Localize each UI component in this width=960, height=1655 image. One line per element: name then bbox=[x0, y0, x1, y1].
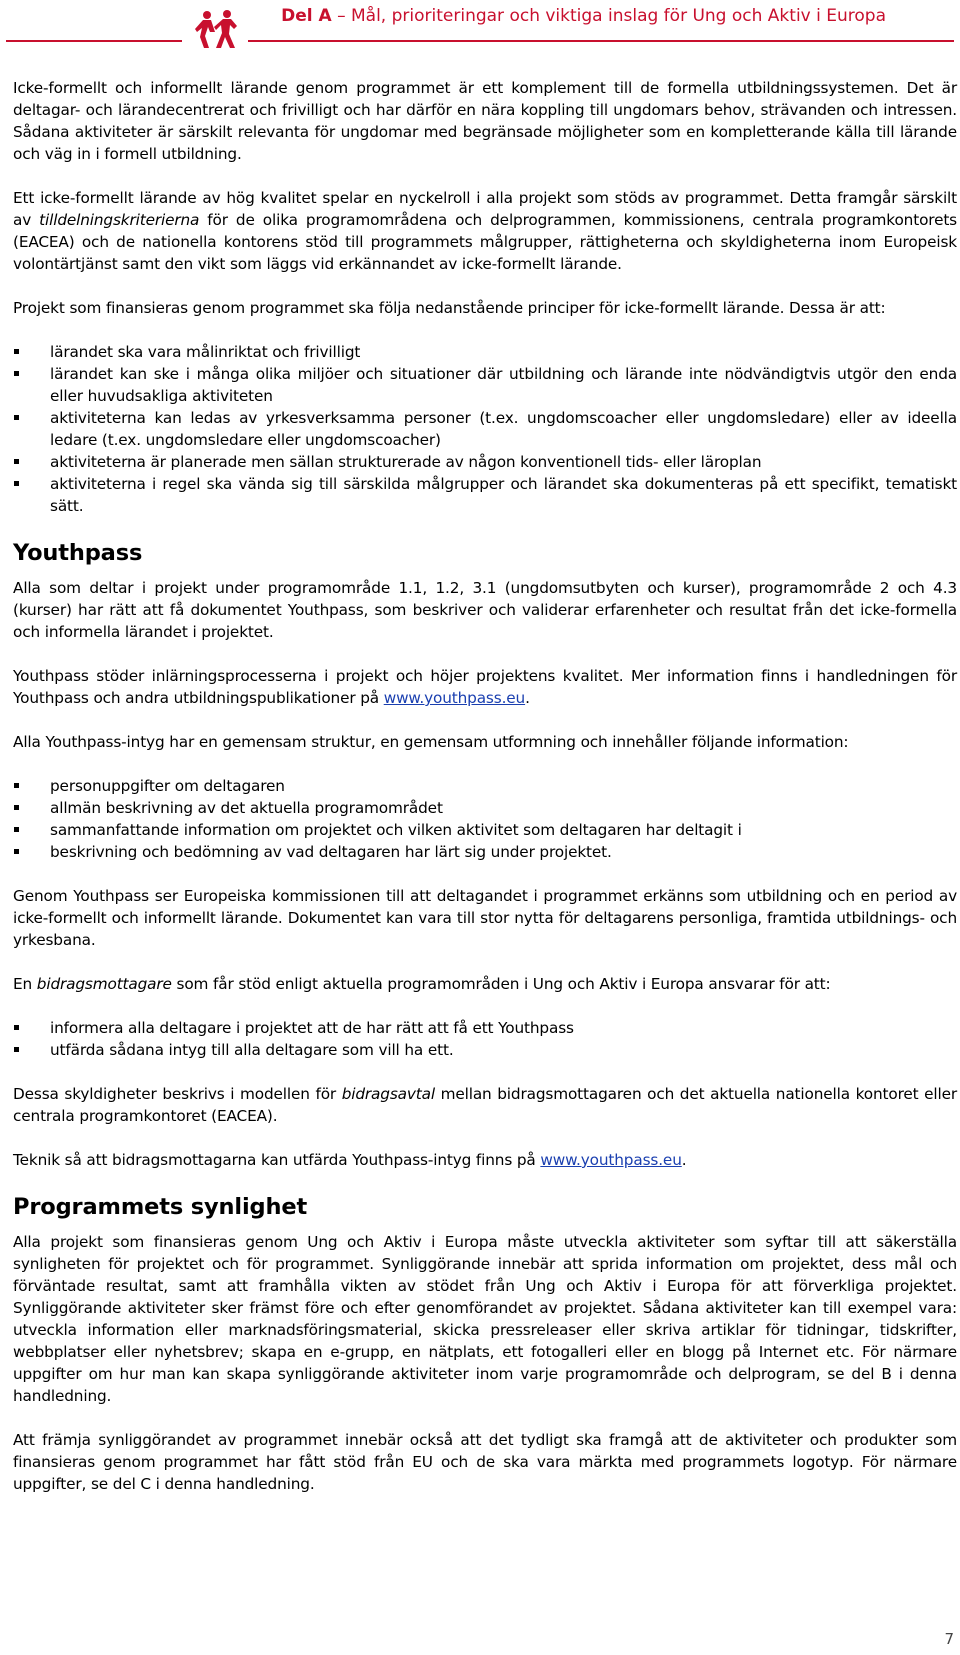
youthpass-p2-text-a: Youthpass stöder inlärningsprocesserna i projekt och höjer projektens kvalitet. Mer information finns i handledningen för Youthpass och andra utbildningspublikationer på bbox=[13, 667, 957, 707]
youthpass-p7-text-b: . bbox=[681, 1151, 687, 1169]
youthpass-paragraph-4: Genom Youthpass ser Europeiska kommissionen till att deltagandet i programmet erkänns som utbildning och en period av icke-formellt och informellt lärande. Dokumentet kan vara till stor nytta för deltagarens personliga, framtida utbildnings- och yrkesbana. bbox=[13, 887, 957, 949]
list-item: lärandet ska vara målinriktat och frivilligt bbox=[13, 341, 957, 363]
list-item: lärandet kan ske i många olika miljöer och situationer där utbildning och lärande inte nödvändigtvis utgör den enda eller huvudsakliga aktiviteten bbox=[13, 363, 957, 407]
youthpass-paragraph-1: Alla som deltar i projekt under programområde 1.1, 1.2, 3.1 (ungdomsutbyten och kurser), programområde 2 och 4.3 (kurser) har rätt att få dokumentet Youthpass, som beskriver och validerar erfarenheter och resultat från det icke-formella och informella lärandet i projektet. bbox=[13, 579, 957, 641]
header-title bbox=[281, 6, 886, 26]
youthpass-heading: Youthpass bbox=[13, 540, 143, 566]
youthpass-p6-text-a: Dessa skyldigheter beskrivs i modellen för bbox=[13, 1085, 342, 1103]
youthpass-link-2[interactable]: www.youthpass.eu bbox=[540, 1151, 682, 1169]
quality-paragraph bbox=[13, 187, 957, 275]
youthpass-paragraph-5 bbox=[13, 973, 957, 995]
visibility-heading: Programmets synlighet bbox=[13, 1194, 308, 1220]
quality-emphasis: tilldelningskriterierna bbox=[39, 211, 200, 229]
youthpass-p7-text-a: Teknik så att bidragsmottagarna kan utfärda Youthpass-intyg finns på bbox=[13, 1151, 541, 1169]
youthpass-p2-text-b: . bbox=[525, 689, 530, 707]
youthpass-p5-text-a: En bbox=[13, 975, 37, 993]
page-header bbox=[0, 0, 960, 60]
youthpass-paragraph-3: Alla Youthpass-intyg har en gemensam struktur, en gemensam utformning och innehåller följande information: bbox=[13, 733, 849, 751]
quality-text-b: för de olika programområdena och delprogrammen, kommissionens, centrala programkontorets (EACEA) och de nationella kontorens stöd till programmets målgrupper, rättigheterna och skyldigheterna inom Europeisk volontärtjänst samt den vikt som läggs vid erkännandet av icke-formellt lärande. bbox=[13, 211, 958, 273]
list-item: aktiviteterna kan ledas av yrkesverksamma personer (t.ex. ungdomscoacher eller ungdomsledare) eller av ideella ledare (t.ex. ungdomsledare eller ungdomscoacher) bbox=[13, 407, 957, 451]
list-item: personuppgifter om deltagaren bbox=[13, 775, 957, 797]
youthpass-paragraph-7 bbox=[13, 1149, 957, 1171]
header-rule-right bbox=[248, 40, 954, 42]
document-body bbox=[13, 77, 957, 1517]
youthpass-info-list bbox=[13, 775, 957, 863]
program-logo-icon bbox=[193, 8, 241, 52]
header-rule-left bbox=[6, 40, 182, 42]
header-title-text: – Mål, prioriteringar och viktiga inslag för Ung och Aktiv i Europa bbox=[331, 6, 886, 26]
youthpass-link[interactable]: www.youthpass.eu bbox=[383, 689, 526, 707]
youthpass-p5-text-b: som får stöd enligt aktuella programområden i Ung och Aktiv i Europa ansvarar för att: bbox=[171, 975, 831, 993]
youthpass-paragraph-6 bbox=[13, 1083, 957, 1127]
youthpass-paragraph-2 bbox=[13, 665, 957, 709]
list-item: allmän beskrivning av det aktuella programområdet bbox=[13, 797, 957, 819]
header-title-section: Del A bbox=[281, 6, 332, 26]
list-item: sammanfattande information om projektet och vilken aktivitet som deltagaren har deltagit i bbox=[13, 819, 957, 841]
page-number: 7 bbox=[944, 1630, 954, 1648]
intro-paragraph: Icke-formellt och informellt lärande genom programmet är ett komplement till de formella utbildningssystemen. Det är deltagar- och lärandecentrerat och frivilligt och har därför en nära koppling till ungdomars behov, strävanden och intressen. Sådana aktiviteter är särskilt relevanta för ungdomar med begränsade möjligheter som en kompletterande källa till lärande och väg in i formell utbildning. bbox=[13, 79, 957, 163]
visibility-paragraph-1: Alla projekt som finansieras genom Ung och Aktiv i Europa måste utveckla aktiviteter som syftar till att säkerställa synligheten för projektet och för programmet. Synliggörande innebär att sprida information om projektet, dess mål och förväntade resultat, samt att framhålla vikten av stödet från Ung och Aktiv i Europa för att förverkliga projektet. Synliggörande aktiviteter sker främst före och efter genomförandet av projektet. Sådana aktiviteter kan till exempel vara: utveckla information eller marknadsföringsmaterial, skicka pressreleaser eller skriva artiklar för tidningar, tidskrifter, webbplatser eller nyhetsbrev; skapa en e-grupp, en nätplats, ett fotogalleri eller en blogg på Internet etc. För närmare uppgifter om hur man kan skapa synliggörande aktiviteter inom varje programområde och delprogram, se del B i denna handledning. bbox=[13, 1233, 957, 1405]
list-item: aktiviteterna i regel ska vända sig till särskilda målgrupper och lärandet ska dokumenteras på ett specifikt, tematiskt sätt. bbox=[13, 473, 957, 517]
list-item: aktiviteterna är planerade men sällan strukturerade av någon konventionell tids- eller läroplan bbox=[13, 451, 957, 473]
principles-intro: Projekt som finansieras genom programmet ska följa nedanstående principer för icke-formellt lärande. Dessa är att: bbox=[13, 299, 886, 317]
list-item: utfärda sådana intyg till alla deltagare som vill ha ett. bbox=[13, 1039, 957, 1061]
quality-text-a: Ett icke-formellt lärande av hög kvalitet spelar en nyckelroll i alla projekt som stöds av programmet. Detta framgår särskilt av bbox=[13, 189, 957, 229]
visibility-paragraph-2: Att främja synliggörandet av programmet innebär också att det tydligt ska framgå att de aktiviteter och produkter som finansieras genom programmet har fått stöd från EU och de ska vara märkta med programmets logotyp. För närmare uppgifter, se del C i denna handledning. bbox=[13, 1431, 957, 1493]
youthpass-p6-text-b: mellan bidragsmottagaren och det aktuella nationella kontoret eller centrala programkontoret (EACEA). bbox=[13, 1085, 957, 1125]
beneficiary-duties-list bbox=[13, 1017, 957, 1061]
list-item: beskrivning och bedömning av vad deltagaren har lärt sig under projektet. bbox=[13, 841, 957, 863]
principles-list bbox=[13, 341, 957, 517]
youthpass-p5-emphasis: bidragsmottagare bbox=[36, 975, 172, 993]
youthpass-p6-emphasis: bidragsavtal bbox=[341, 1085, 435, 1103]
list-item: informera alla deltagare i projektet att de har rätt att få ett Youthpass bbox=[13, 1017, 957, 1039]
